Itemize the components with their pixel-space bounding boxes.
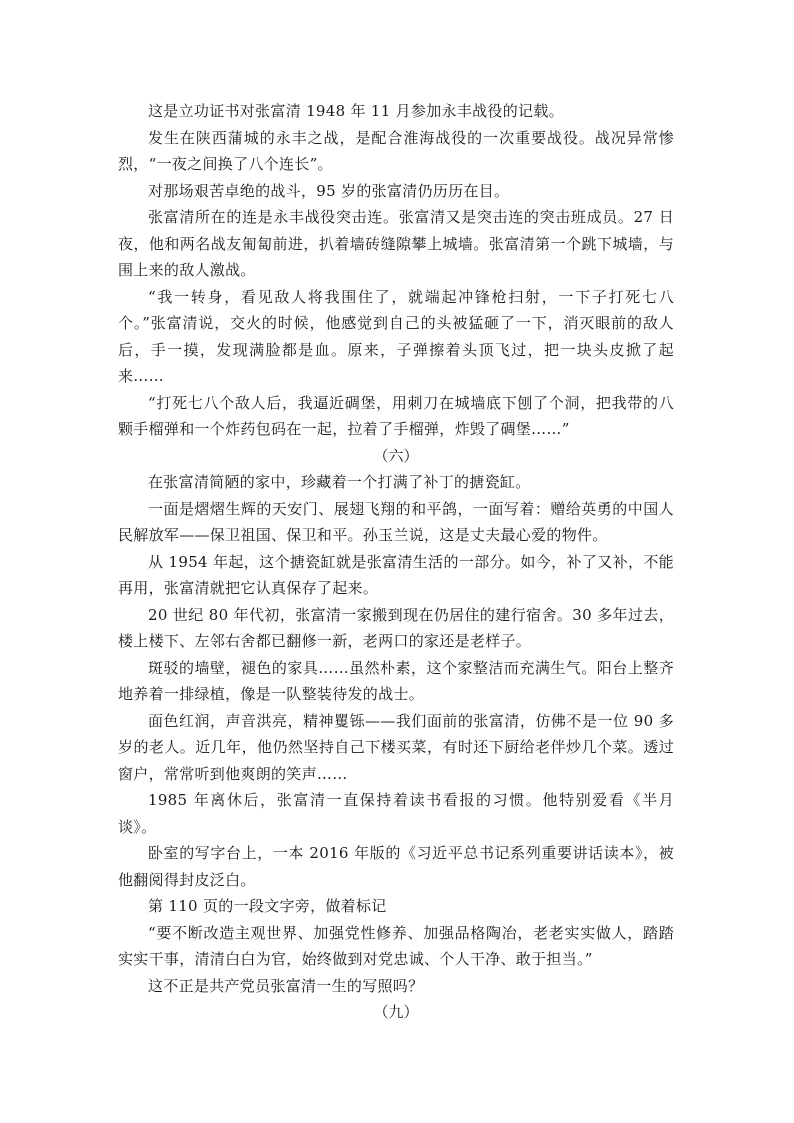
paragraph: 发生在陕西蒲城的永丰之战，是配合淮海战役的一次重要战役。战况异常惨烈，“一夜之间换了八个连长”。 <box>118 128 674 173</box>
paragraph: 一面是熠熠生辉的天安门、展翅飞翔的和平鸽，一面写着：赠给英勇的中国人民解放军——保卫祖国、保卫和平。孙玉兰说，这是丈夫最心爱的物件。 <box>118 499 674 544</box>
quote-paragraph: “要不断改造主观世界、加强党性修养、加强品格陶冶，老老实实做人，踏踏实实干事，清清白白为官，始终做到对党忠诚、个人干净、敢于担当。” <box>118 923 674 968</box>
paragraph: 这不正是共产党员张富清一生的写照吗？ <box>148 976 424 995</box>
paragraph: “打死七八个敌人后，我逼近碉堡，用刺刀在城墙底下刨了个洞，把我带的八颗手榴弹和一个炸药包码在一起，拉着了手榴弹，炸毁了碉堡……” <box>118 393 674 438</box>
paragraph: “我一转身，看见敌人将我围住了，就端起冲锋枪扫射，一下子打死七八个。”张富清说，交火的时候，他感觉到自己的头被猛砸了一下，消灭眼前的敌人后，手一摸，发现满脸都是血。原来，子弹擦着头顶飞过，把一块头皮掀了起来…… <box>118 287 674 385</box>
paragraph: 张富清所在的连是永丰战役突击连。张富清又是突击连的突击班成员。27 日夜，他和两名战友匍匐前进，扒着墙砖缝隙攀上城墙。张富清第一个跳下城墙，与围上来的敌人激战。 <box>118 208 674 279</box>
section-heading-nine: （九） <box>373 1003 419 1021</box>
paragraph: 20 世纪 80 年代初，张富清一家搬到现在仍居住的建行宿舍。30 多年过去，楼上楼下、左邻右舍都已翻修一新，老两口的家还是老样子。 <box>118 605 674 650</box>
document-page <box>118 98 674 1026</box>
paragraph: 1985 年离休后，张富清一直保持着读书看报的习惯。他特别爱看《半月谈》。 <box>118 791 674 836</box>
paragraph: 对那场艰苦卓绝的战斗，95 岁的张富清仍历历在目。 <box>148 181 510 200</box>
paragraph: 这是立功证书对张富清 1948 年 11 月参加永丰战役的记载。 <box>148 102 564 120</box>
paragraph: 从 1954 年起，这个搪瓷缸就是张富清生活的一部分。如今，补了又补，不能再用，张富清就把它认真保存了起来。 <box>118 552 674 597</box>
paragraph: 在张富清简陋的家中，珍藏着一个打满了补丁的搪瓷缸。 <box>148 473 531 491</box>
paragraph: 第 110 页的一段文字旁，做着标记 <box>148 897 387 915</box>
paragraph: 面色红润，声音洪亮，精神矍铄——我们面前的张富清，仿佛不是一位 90 多岁的老人。近几年，他仍然坚持自己下楼买菜，有时还下厨给老伴炒几个菜。透过窗户，常常听到他爽朗的笑声…… <box>118 711 674 783</box>
paragraph: 斑驳的墙壁，褪色的家具……虽然朴素，这个家整洁而充满生气。阳台上整齐地养着一排绿植，像是一队整装待发的战士。 <box>118 658 674 703</box>
section-heading-six: （六） <box>373 446 419 465</box>
paragraph: 卧室的写字台上，一本 2016 年版的《习近平总书记系列重要讲话读本》，被他翻阅得封皮泛白。 <box>118 844 674 889</box>
